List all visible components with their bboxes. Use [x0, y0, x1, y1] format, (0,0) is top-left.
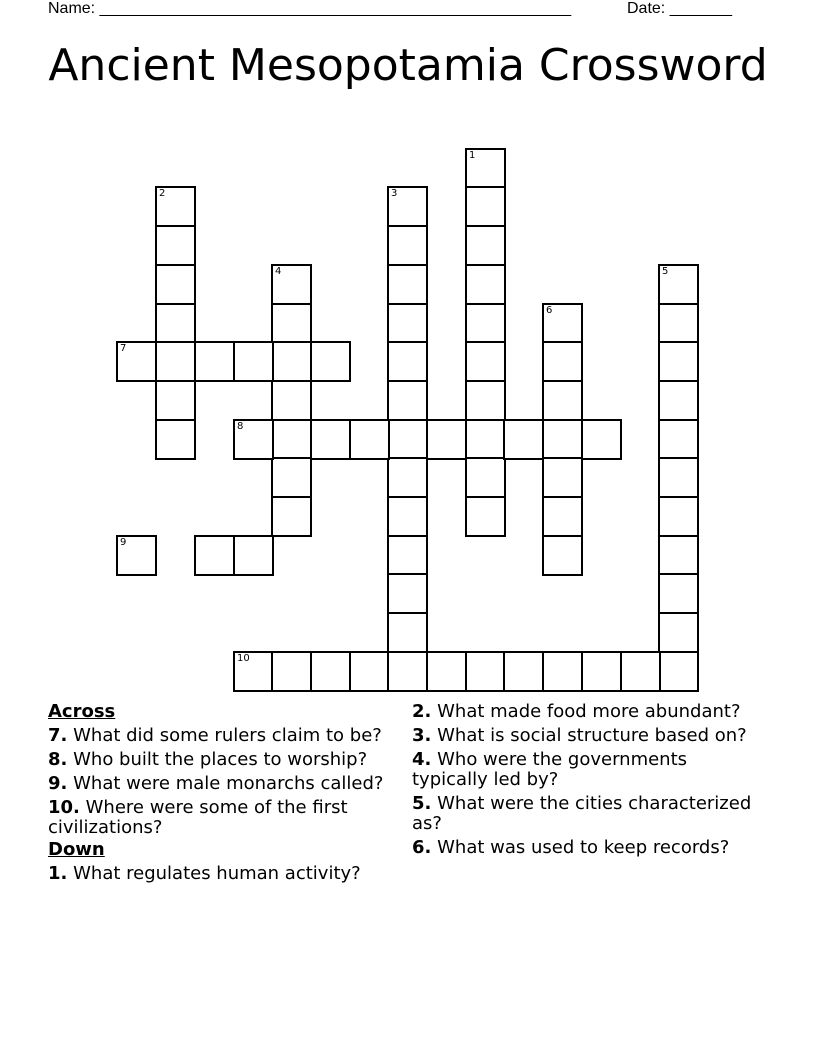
- crossword-cell[interactable]: [620, 651, 661, 692]
- crossword-cell[interactable]: [542, 303, 583, 344]
- clue-text: What regulates human activity?: [73, 863, 361, 884]
- crossword-cell[interactable]: [387, 341, 428, 382]
- page-title: Ancient Mesopotamia Crossword: [48, 40, 768, 91]
- clue-number-label: 1: [469, 150, 476, 161]
- crossword-cell[interactable]: [658, 303, 699, 344]
- crossword-cell[interactable]: [387, 264, 428, 305]
- crossword-cell[interactable]: [155, 380, 196, 421]
- clue-number: 7.: [48, 725, 68, 746]
- name-field-label: Name: _____________________________________________________: [48, 0, 572, 17]
- crossword-cell[interactable]: [155, 303, 196, 344]
- crossword-cell[interactable]: [116, 535, 157, 576]
- crossword-cell[interactable]: [658, 612, 699, 653]
- crossword-cell[interactable]: [155, 419, 196, 460]
- crossword-cell[interactable]: [542, 535, 583, 576]
- crossword-cell[interactable]: [387, 496, 428, 537]
- crossword-cell[interactable]: [465, 225, 506, 266]
- clue-across-10: [48, 798, 388, 838]
- clues-column-left: [48, 702, 388, 888]
- crossword-cell[interactable]: [155, 264, 196, 305]
- crossword-cell[interactable]: [465, 303, 506, 344]
- clue-number: 1.: [48, 863, 68, 884]
- clue-number-label: 9: [120, 537, 127, 548]
- crossword-cell[interactable]: [271, 303, 312, 344]
- crossword-cell[interactable]: [658, 496, 699, 537]
- crossword-cell[interactable]: [387, 303, 428, 344]
- clue-down-2: [412, 702, 752, 722]
- crossword-cell[interactable]: [155, 186, 196, 227]
- crossword-cell[interactable]: [465, 496, 506, 537]
- crossword-cell[interactable]: [658, 380, 699, 421]
- crossword-cell[interactable]: [155, 341, 196, 382]
- crossword-cell[interactable]: [194, 535, 235, 576]
- crossword-cell[interactable]: [387, 225, 428, 266]
- crossword-cell[interactable]: [271, 457, 312, 498]
- crossword-cell[interactable]: [233, 651, 274, 692]
- across-heading: Across: [48, 701, 116, 722]
- clue-text: What is social structure based on?: [437, 725, 747, 746]
- clue-number: 2.: [412, 701, 432, 722]
- clue-number: 6.: [412, 837, 432, 858]
- clue-number: 9.: [48, 773, 68, 794]
- crossword-cell[interactable]: [426, 419, 467, 460]
- crossword-cell[interactable]: [387, 651, 428, 692]
- clue-number: 3.: [412, 725, 432, 746]
- crossword-cell[interactable]: [465, 341, 506, 382]
- down-heading: Down: [48, 839, 105, 860]
- clue-number: 8.: [48, 749, 68, 770]
- crossword-cell[interactable]: [387, 419, 428, 460]
- crossword-cell[interactable]: [233, 341, 274, 382]
- crossword-cell[interactable]: [465, 419, 506, 460]
- date-field-label: Date: _______: [627, 0, 732, 17]
- crossword-cell[interactable]: [658, 651, 699, 692]
- crossword-cell[interactable]: [271, 264, 312, 305]
- clues-column-right: [412, 702, 752, 862]
- crossword-cell[interactable]: [310, 651, 351, 692]
- crossword-cell[interactable]: [465, 380, 506, 421]
- crossword-cell[interactable]: [387, 573, 428, 614]
- clue-number-label: 8: [237, 421, 244, 432]
- clue-text: Who built the places to worship?: [73, 749, 368, 770]
- crossword-cell[interactable]: [542, 380, 583, 421]
- crossword-cell[interactable]: [387, 535, 428, 576]
- clue-number-label: 5: [662, 266, 669, 277]
- clue-down-6: [412, 838, 752, 858]
- clue-number: 5.: [412, 793, 432, 814]
- clue-number: 10.: [48, 797, 80, 818]
- crossword-cell[interactable]: [349, 651, 390, 692]
- crossword-cell[interactable]: [233, 419, 274, 460]
- crossword-cell[interactable]: [349, 419, 390, 460]
- clue-down-5: [412, 794, 752, 834]
- clue-number-label: 4: [275, 266, 282, 277]
- crossword-cell[interactable]: [465, 457, 506, 498]
- crossword-cell[interactable]: [658, 573, 699, 614]
- crossword-cell[interactable]: [465, 651, 506, 692]
- clue-number-label: 6: [546, 305, 553, 316]
- crossword-cell[interactable]: [387, 380, 428, 421]
- crossword-cell[interactable]: [155, 225, 196, 266]
- crossword-cell[interactable]: [271, 651, 312, 692]
- crossword-cell[interactable]: [658, 457, 699, 498]
- crossword-cell[interactable]: [542, 419, 583, 460]
- crossword-cell[interactable]: [426, 651, 467, 692]
- crossword-cell[interactable]: [542, 651, 583, 692]
- clue-number-label: 10: [237, 653, 250, 664]
- crossword-cell[interactable]: [658, 419, 699, 460]
- clue-across-9: [48, 774, 388, 794]
- clue-text: What did some rulers claim to be?: [73, 725, 382, 746]
- clue-text: Who were the governments typically led by?: [412, 749, 688, 790]
- crossword-cell[interactable]: [387, 186, 428, 227]
- clue-across-7: [48, 726, 388, 746]
- crossword-cell[interactable]: [387, 612, 428, 653]
- crossword-cell[interactable]: [581, 419, 622, 460]
- clue-down-4: [412, 750, 752, 790]
- clue-across-8: [48, 750, 388, 770]
- crossword-cell[interactable]: [271, 341, 312, 382]
- crossword-cell[interactable]: [542, 457, 583, 498]
- crossword-cell[interactable]: [658, 341, 699, 382]
- crossword-cell[interactable]: [581, 651, 622, 692]
- clue-text: Where were some of the first civilizations?: [48, 797, 348, 838]
- crossword-cell[interactable]: [310, 341, 351, 382]
- crossword-cell[interactable]: [658, 535, 699, 576]
- clue-down-1: [48, 864, 388, 884]
- crossword-cell[interactable]: [542, 496, 583, 537]
- clue-number-label: 7: [120, 343, 127, 354]
- crossword-cell[interactable]: [233, 535, 274, 576]
- crossword-cell[interactable]: [271, 419, 312, 460]
- crossword-cell[interactable]: [465, 186, 506, 227]
- crossword-cell[interactable]: [465, 264, 506, 305]
- crossword-cell[interactable]: [271, 496, 312, 537]
- crossword-cell[interactable]: [542, 341, 583, 382]
- crossword-cell[interactable]: [387, 457, 428, 498]
- crossword-cell[interactable]: [194, 341, 235, 382]
- crossword-cell[interactable]: [271, 380, 312, 421]
- clue-number: 4.: [412, 749, 432, 770]
- clue-down-3: [412, 726, 752, 746]
- clue-text: What were male monarchs called?: [73, 773, 384, 794]
- clue-number-label: 2: [159, 188, 166, 199]
- crossword-cell[interactable]: [116, 341, 157, 382]
- crossword-cell[interactable]: [503, 651, 544, 692]
- clue-text: What made food more abundant?: [437, 701, 741, 722]
- clue-text: What were the cities characterized as?: [412, 793, 752, 834]
- clue-number-label: 3: [391, 188, 398, 199]
- crossword-cell[interactable]: [503, 419, 544, 460]
- clue-text: What was used to keep records?: [437, 837, 730, 858]
- crossword-cell[interactable]: [658, 264, 699, 305]
- crossword-cell[interactable]: [465, 148, 506, 189]
- crossword-cell[interactable]: [310, 419, 351, 460]
